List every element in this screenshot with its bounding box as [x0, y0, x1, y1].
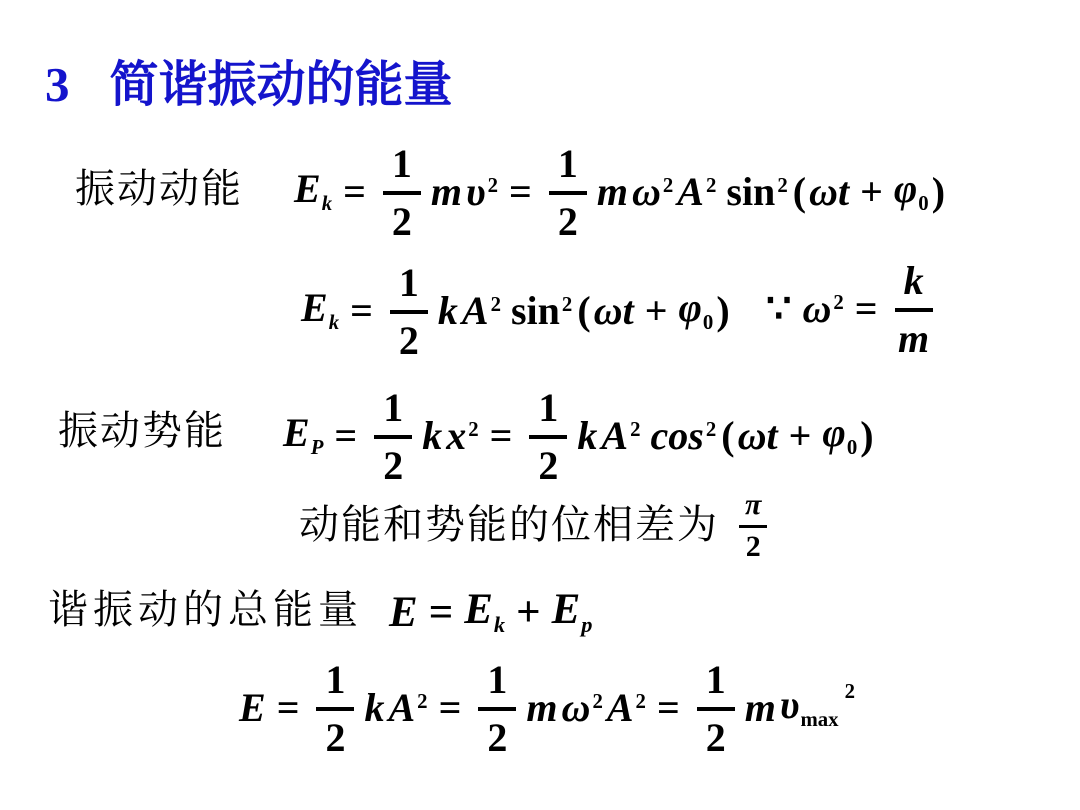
formula-potential-energy	[281, 386, 875, 486]
formula-token: $\frac{k}{m}$	[895, 259, 933, 359]
formula-token: $\varphi_0$	[822, 410, 858, 460]
formula-token: )	[931, 169, 946, 214]
formula-token: $A^2$	[601, 413, 641, 458]
formula-token: $\omega^2$	[631, 169, 674, 214]
formula-token: (	[792, 169, 807, 214]
formula-token: =	[509, 169, 532, 214]
formula-token: $\sin^2$	[510, 288, 573, 333]
formula-token: =	[438, 685, 462, 730]
formula-token: =	[334, 413, 358, 458]
formula-token: $A^2$	[677, 169, 717, 214]
formula-token: $\varphi_0$	[893, 166, 929, 216]
formula-token: +	[788, 413, 812, 458]
title-text: 简谐振动的能量	[109, 57, 453, 112]
formula-token: =	[656, 685, 680, 730]
formula-token: $\omega^2$	[802, 286, 844, 331]
formula-token: $E_p$	[551, 586, 593, 637]
formula-total-energy-expanded	[237, 655, 855, 761]
formula-token: $\frac{1}{2}$	[549, 142, 587, 242]
formula-token: $\frac{1}{2}$	[390, 261, 428, 361]
formula-token: =	[276, 685, 300, 730]
formula-token: (	[721, 413, 735, 458]
formula-kinetic-energy-1	[292, 142, 946, 242]
formula-token: k	[437, 288, 458, 333]
formula-token: $E_k$	[294, 166, 333, 216]
formula-token: =	[350, 288, 373, 333]
formula-token: $E_P$	[283, 410, 324, 460]
formula-token: E	[239, 685, 266, 730]
formula-pi-over-2	[731, 487, 775, 563]
formula-token: m	[526, 685, 558, 730]
formula-token: +	[516, 588, 541, 636]
formula-token: $E_k$	[301, 285, 340, 335]
formula-token: $\frac{1}{2}$	[529, 386, 567, 486]
formula-token: ωt	[809, 169, 850, 214]
formula-token: ∵	[766, 286, 792, 331]
formula-total-energy-sum	[387, 581, 594, 643]
label-kinetic-energy: 振动动能	[75, 166, 243, 211]
formula-token: m	[430, 169, 463, 214]
formula-token: $\upsilon_{max}$	[779, 682, 839, 732]
formula-token: $\frac{1}{2}$	[316, 658, 354, 758]
formula-token: =	[343, 169, 366, 214]
formula-token: =	[489, 413, 513, 458]
formula-token: ωt	[593, 288, 634, 333]
formula-token: m	[744, 685, 776, 730]
label-potential-energy: 振动势能	[58, 408, 226, 453]
formula-token: $A^2$	[388, 685, 428, 730]
formula-token: )	[860, 413, 874, 458]
formula-token: )	[716, 288, 730, 333]
formula-token: +	[860, 169, 883, 214]
formula-token: (	[577, 288, 591, 333]
formula-token: +	[644, 288, 668, 333]
formula-token: $x^2$	[446, 413, 479, 458]
label-phase-difference: 动能和势能的位相差为	[299, 502, 719, 547]
title-section-number: 3	[45, 57, 70, 112]
formula-kinetic-energy-2	[299, 261, 731, 361]
formula-token: $E_k$	[464, 586, 506, 637]
label-total-energy: 谐振动的总能量	[48, 587, 363, 632]
formula-token: $\sin^2$	[726, 169, 788, 214]
formula-token: $\frac{1}{2}$	[383, 142, 421, 242]
formula-token: $\omega^2$	[561, 685, 603, 730]
formula-token: $\upsilon^2$	[466, 169, 499, 214]
formula-token: k	[422, 413, 443, 458]
formula-token: $A^2$	[606, 685, 646, 730]
formula-token: m	[596, 169, 628, 214]
formula-token: $\frac{1}{2}$	[478, 658, 516, 758]
formula-token: =	[854, 286, 878, 331]
page-title	[45, 58, 453, 112]
formula-token: =	[428, 588, 454, 636]
formula-token: 2	[844, 680, 855, 703]
formula-token: ωt	[737, 413, 778, 458]
formula-token: $\frac{1}{2}$	[374, 386, 412, 486]
formula-omega-squared	[757, 250, 941, 368]
formula-token: $\varphi_0$	[678, 285, 714, 335]
formula-token: $\cos^2$	[650, 413, 717, 458]
formula-token: k	[364, 685, 385, 730]
formula-token: $A^2$	[461, 288, 501, 333]
formula-token: E	[389, 588, 418, 636]
formula-token: $\frac{1}{2}$	[697, 658, 735, 758]
formula-token: k	[577, 413, 598, 458]
formula-token: $\frac{\pi}{2}$	[739, 489, 767, 562]
